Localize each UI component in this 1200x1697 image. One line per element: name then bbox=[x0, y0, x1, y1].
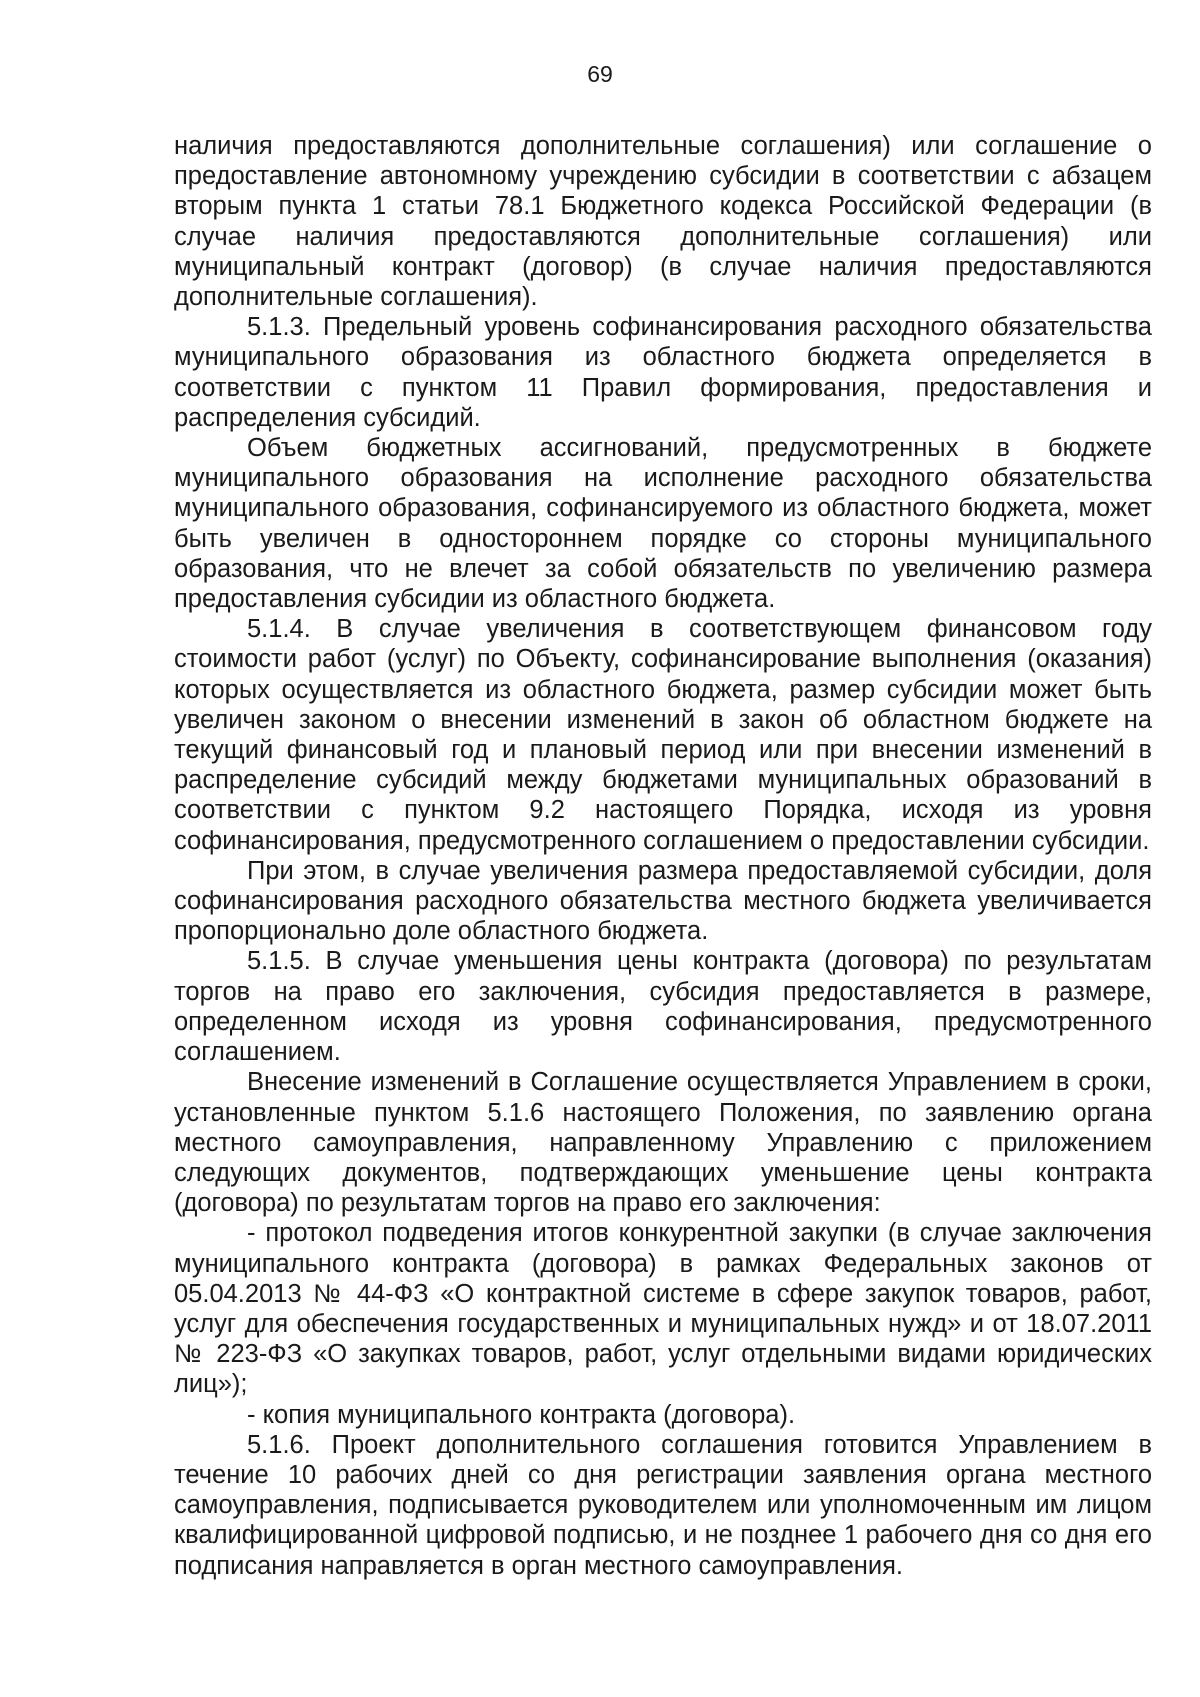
paragraph-cofinancing-share: При этом, в случае увеличения размера предоставляемой субсидии, доля софинансирования расходного обязательства местного бюджета увеличивается пропорционально доле областного бюджета. bbox=[174, 856, 1152, 946]
page-number: 69 bbox=[587, 61, 613, 87]
paragraph-5-1-5: 5.1.5. В случае уменьшения цены контракта (договора) по результатам торгов на право его заключения, субсидия предоставляется в размере, определенном исходя из уровня софинансирования, предусмотренного соглашением. bbox=[174, 947, 1152, 1067]
paragraph-amendments: Внесение изменений в Соглашение осуществляется Управлением в сроки, установленные пунктом 5.1.6 настоящего Положения, по заявлению органа местного самоуправления, направленному Управлению с приложением следующих документов, подтверждающих уменьшение цены контракта (договора) по результатам торгов на право его заключения: bbox=[174, 1068, 1152, 1218]
paragraph-continuation: наличия предоставляются дополнительные соглашения) или соглашение о предоставление автономному учреждению субсидии в соответствии с абзацем вторым пункта 1 статьи 78.1 Бюджетного кодекса Российской Федерации (в случае наличия предоставляются дополнительные соглашения) или муниципальный контракт (договор) (в случае наличия предоставляются дополнительные соглашения). bbox=[174, 132, 1152, 312]
paragraph-5-1-6: 5.1.6. Проект дополнительного соглашения готовится Управлением в течение 10 рабочих дней со дня регистрации заявления органа местного самоуправления, подписывается руководителем или уполномоченным им лицом квалифицированной цифровой подписью, и не позднее 1 рабочего дня со дня его подписания направляется в орган местного самоуправления. bbox=[174, 1430, 1152, 1580]
paragraph-budget-allocations: Объем бюджетных ассигнований, предусмотренных в бюджете муниципального образования на исполнение расходного обязательства муниципального образования, софинансируемого из областного бюджета, может быть увеличен в одностороннем порядке со стороны муниципального образования, что не влечет за собой обязательств по увеличению размера предоставления субсидии из областного бюджета. bbox=[174, 434, 1152, 614]
document-body bbox=[174, 131, 1152, 1581]
list-item-protocol: - протокол подведения итогов конкурентной закупки (в случае заключения муниципального контракта (договора) в рамках Федеральных законов от 05.04.2013 № 44-ФЗ «О контрактной системе в сфере закупок товаров, работ, услуг для обеспечения государственных и муниципальных нужд» и от 18.07.2011 № 223-ФЗ «О закупках товаров, работ, услуг отдельными видами юридических лиц»); bbox=[174, 1219, 1152, 1399]
list-item-contract-copy: - копия муниципального контракта (договора). bbox=[247, 1400, 796, 1429]
paragraph-5-1-3: 5.1.3. Предельный уровень софинансирования расходного обязательства муниципального образования из областного бюджета определяется в соответствии с пунктом 11 Правил формирования, предоставления и распределения субсидий. bbox=[174, 313, 1152, 432]
paragraph-5-1-4: 5.1.4. В случае увеличения в соответствующем финансовом году стоимости работ (услуг) по Объекту, софинансирование выполнения (оказания) которых осуществляется из областного бюджета, размер субсидии может быть увеличен законом о внесении изменений в закон об областном бюджете на текущий финансовый год и плановый период или при внесении изменений в распределение субсидий между бюджетами муниципальных образований в соответствии с пунктом 9.2 настоящего Порядка, исходя из уровня софинансирования, предусмотренного соглашением о предоставлении субсидии. bbox=[174, 615, 1152, 855]
